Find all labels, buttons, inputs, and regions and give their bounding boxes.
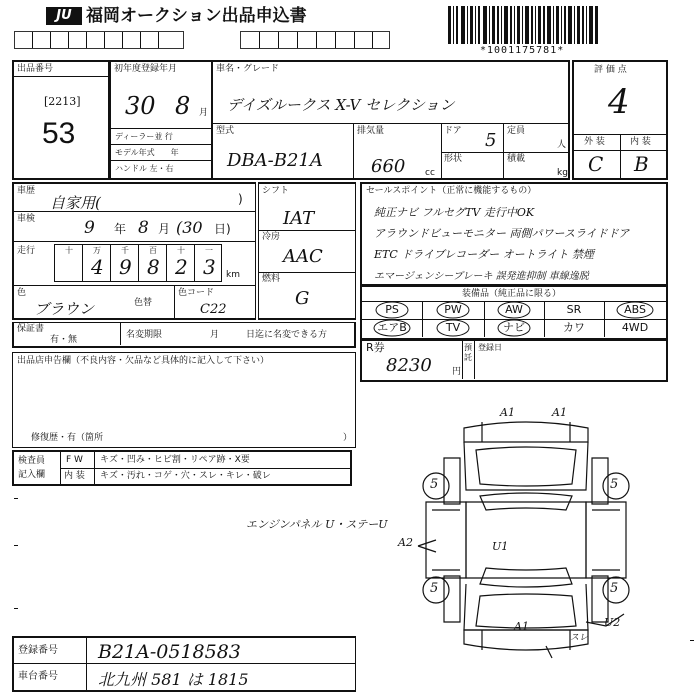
usage-label: 車歴 [17, 186, 36, 196]
equip-navi: ナビ [503, 321, 525, 334]
tire-front-right: 5 [610, 477, 619, 492]
registration-month-unit: 月 [199, 108, 209, 118]
color-change-label: 色替 [134, 298, 153, 308]
capacity-label: 定員 [507, 126, 526, 136]
inspection-year: 9 [84, 218, 95, 238]
equip-aw: AW [505, 303, 523, 316]
load-unit: kg [557, 168, 568, 178]
mileage-digit-3: 2 [175, 255, 188, 279]
chassis-number-label: 車台番号 [18, 671, 58, 682]
damage-a1-top-left: A1 [500, 406, 515, 419]
exterior-label: 外 装 [584, 137, 605, 147]
mileage-unit-5: 一 [205, 246, 213, 255]
registration-year-text: 30 [125, 92, 156, 120]
deposit-label: 預託 [464, 343, 472, 362]
inspection-label: 車検 [17, 214, 36, 224]
registration-number-row [12, 636, 356, 664]
dealer-label: ディーラー並 行 [115, 132, 173, 141]
equip-4wd: 4WD [621, 321, 649, 334]
color-code: C22 [200, 302, 227, 317]
tire-rear-left: 5 [430, 581, 439, 596]
sales-point-line-1: 純正ナビ フルセグTV 走行中OK [374, 206, 535, 219]
registration-date-label: 初年度登録年月 [114, 64, 178, 74]
mileage-unit-3: 百 [149, 246, 157, 255]
inspection-month-unit: 月 [158, 222, 171, 236]
displacement: 660 [371, 156, 406, 177]
equip-abs: ABS [624, 303, 646, 316]
inspection-day-unit: 日) [214, 222, 231, 236]
equip-ps: PS [385, 303, 399, 316]
color-label: 色 [17, 288, 27, 298]
registration-date-label-2: 登録日 [478, 343, 502, 352]
mileage-unit-4: 十 [177, 246, 185, 255]
transfer-note: 日迄に名変できる方 [246, 330, 328, 340]
mileage-unit: km [226, 270, 240, 280]
mileage-unit-0: 十 [65, 246, 73, 255]
mileage-digit-1: 9 [119, 255, 132, 279]
registration-number: B21A-0518583 [98, 641, 241, 663]
listing-number: 53 [42, 117, 76, 150]
displacement-unit: cc [425, 168, 435, 178]
car-type-label: 型式 [216, 126, 235, 136]
inspector-row-2: キズ・汚れ・コゲ・穴・スレ・キレ・破レ [100, 471, 271, 481]
sales-points-label: セールスポイント（正常に機能するもの） [366, 186, 537, 196]
inspector-row-1: キズ・凹み・ヒビ割・リペア跡・X要 [100, 455, 250, 465]
damage-u1: U1 [492, 540, 509, 553]
fuel-label: 燃料 [262, 274, 281, 284]
inspection-month: 8 [138, 218, 149, 238]
transfer-label: 名変期限 [126, 330, 163, 340]
displacement-label: 排気量 [357, 126, 385, 136]
registration-month: 8 [175, 92, 191, 120]
model-year-label: モデル年式 年 [115, 148, 179, 157]
doors-label: ドア [444, 126, 462, 136]
grade-score: 4 [608, 82, 630, 122]
exterior-grade: C [588, 152, 604, 176]
inspection-year-unit: 年 [114, 222, 127, 236]
sales-point-line-4: エマージェンシーブレーキ 誤発進抑制 車線逸脱 [374, 271, 589, 282]
inspector-fw-tag: F W [66, 455, 83, 465]
usage-close: ) [238, 192, 243, 206]
car-name: デイズルークス X-V セレクション [227, 96, 455, 114]
doors: 5 [485, 130, 497, 151]
damage-a1-bottom: A1 [514, 620, 529, 633]
listing-code: [2213] [44, 95, 81, 108]
damage-u2: U2 [604, 616, 621, 629]
warranty-label: 保証書 [17, 324, 45, 334]
capacity-unit: 人 [557, 140, 567, 150]
warranty-value: 有・無 [50, 335, 78, 345]
fuel-value: G [295, 288, 310, 309]
inspector-label-2: 記入欄 [18, 470, 46, 480]
chassis-number-row [12, 664, 356, 692]
transfer-month-unit: 月 [210, 330, 220, 340]
equip-leather: カワ [563, 321, 585, 334]
equip-pw: PW [444, 303, 462, 316]
interior-label: 内 装 [630, 137, 651, 147]
repair-close: ） [343, 433, 353, 443]
tire-front-left: 5 [430, 477, 439, 492]
mileage-label: 走行 [17, 246, 36, 256]
notes-header: 出品店申告欄（不良内容・欠品など具体的に記入して下さい） [17, 356, 270, 366]
auction-logo: JU [46, 7, 82, 25]
usage-value: 自家用( [50, 194, 101, 212]
mileage-digit-0: 4 [91, 255, 104, 279]
equip-tv: TV [445, 321, 461, 334]
form-title: 福岡オークション出品申込書 [86, 6, 307, 25]
equipment-label: 装備品（純正品に限る） [462, 289, 562, 299]
recycle-value: 8230 [386, 355, 432, 376]
repair-history: 修復歴・有（箇所 [31, 433, 104, 443]
barcode-number: *1001175781* [480, 45, 565, 56]
listing-number-label: 出品番号 [17, 64, 54, 74]
mileage-unit-1: 万 [93, 246, 101, 255]
mileage-digit-4: 3 [203, 255, 216, 279]
recycle-unit: 円 [452, 367, 462, 377]
car-name-label: 車名・グレード [216, 64, 280, 74]
damage-scratch: スレ [570, 633, 589, 643]
sales-point-line-2: アラウンドビューモニター 両側パワースライドドア [374, 227, 630, 240]
inspector-interior-tag: 内 装 [64, 471, 85, 481]
interior-grade: B [634, 152, 649, 176]
mileage-digit-2: 8 [147, 255, 160, 279]
remark-text: エンジンパネル U・ステーU [246, 518, 388, 531]
ac-value: AAC [283, 246, 323, 267]
grade-label: 評 価 点 [594, 65, 627, 75]
damage-a1-top-right: A1 [552, 406, 567, 419]
recycle-label: R券 [366, 341, 385, 354]
equip-sr: SR [566, 303, 582, 316]
shift-value: IAT [283, 208, 315, 229]
sales-point-line-3: ETC ドライブレコーダー オートライト 禁煙 [374, 248, 594, 261]
shift-label: シフト [262, 186, 290, 196]
color-code-label: 色コード [178, 288, 215, 298]
registration-number-label: 登録番号 [18, 645, 58, 656]
inspection-day: (30 [176, 218, 203, 237]
load-label: 積載 [507, 154, 526, 164]
inspector-label-1: 検査員 [18, 456, 46, 466]
color-value: ブラウン [34, 300, 95, 318]
equip-airbag: エアB [377, 321, 407, 334]
tire-rear-right: 5 [610, 581, 619, 596]
damage-a2: A2 [398, 536, 413, 549]
ac-label: 冷房 [262, 232, 281, 242]
chassis-number: 北九州 581 は 1815 [98, 670, 249, 689]
handle-label: ハンドル 左・右 [115, 164, 174, 173]
mileage-unit-2: 千 [121, 246, 129, 255]
car-type: DBA-B21A [227, 150, 323, 171]
shape-label: 形状 [444, 154, 463, 164]
